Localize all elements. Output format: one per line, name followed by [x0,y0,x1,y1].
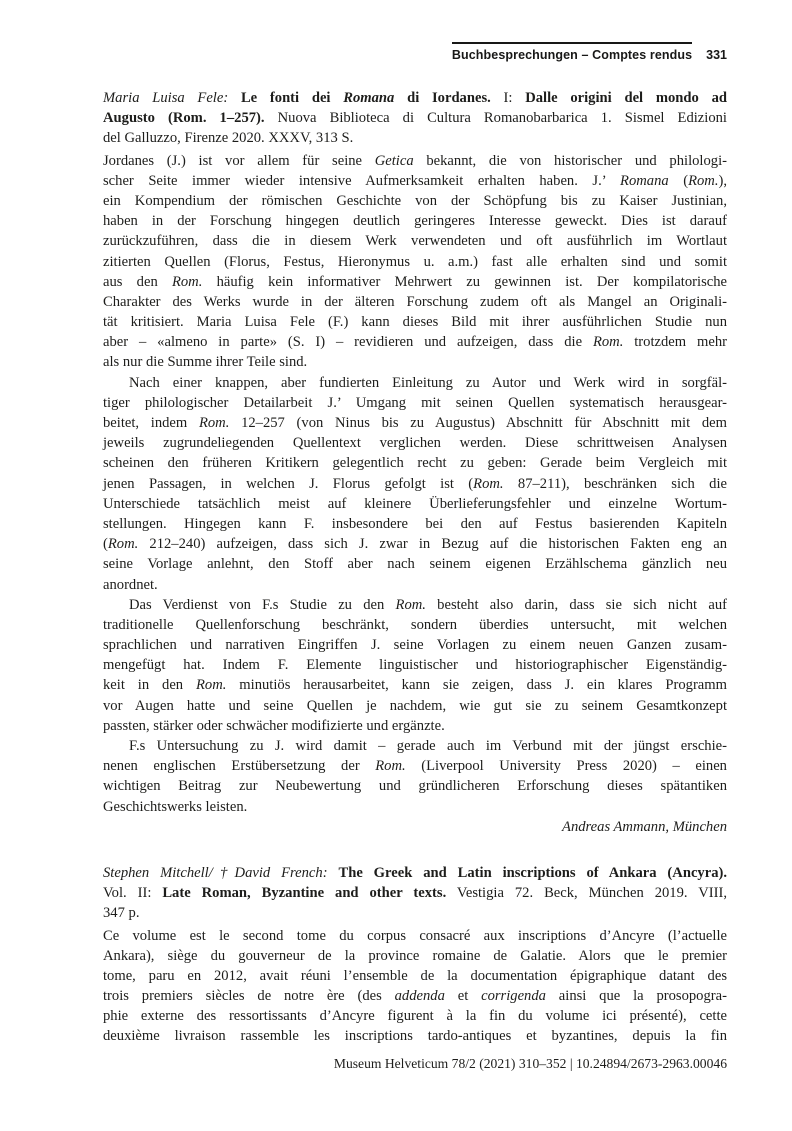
text-run: anordnet. [103,576,158,593]
page-content [103,88,727,1047]
text-line [103,393,727,413]
text-line [103,128,727,148]
text-line [103,108,727,128]
text-run: trois premiers siècles de notre ère (des [103,988,395,1005]
text-run: jeweils zugrundeliegenden Quellentext verglichen werden. Diese schrittweisen Analysen [103,435,727,452]
text-line [103,1026,727,1046]
text-line [103,514,727,534]
text-run: Rom. [473,475,504,492]
text-line [103,252,727,272]
text-line [103,231,727,251]
text-line [103,433,727,453]
text-run: Jordanes (J.) ist vor allem für seine [103,152,375,169]
text-line [103,986,727,1006]
page-footer [103,1056,727,1072]
text-run: scheinen den früheren Kritikern gelegentlich recht zu geben: Gerade beim Vergleich mit [103,455,727,472]
text-run: zitierten Quellen (Florus, Festus, Hieronymus u. a.m.) fast alle erhalten sind und somit [103,253,727,270]
text-run: Rom. [395,596,426,613]
text-run: keit in den [103,677,196,694]
text-run: Charakter des Werks wurde in der älteren Forschung zudem oft als Mangel an Originali- [103,293,727,310]
text-run: trotzdem mehr [623,334,727,351]
review-heading [103,88,727,149]
text-run: Ankara), siège du gouverneur de la province romaine de Galatie. Alors que le premier [103,947,727,964]
text-run: Nuova Biblioteca di Cultura Romanobarbarica 1. Sismel Edizioni [264,110,727,127]
text-run: Rom. [171,273,203,290]
text-run: Augusto (Rom. 1–257). [103,110,265,127]
text-run: F.s Untersuchung zu J. wird damit – gerade auch im Verbund mit der jüngst erschie- [129,738,727,754]
review-body [103,926,727,1047]
text-run: Rom. [375,758,406,775]
review-heading [103,863,727,924]
text-run: ( [103,536,108,553]
text-run: Nach einer knappen, aber fundierten Einleitung zu Autor und Werk wird in sorgfäl- [129,374,727,391]
text-run: Unterschiede tatsächlich meist auf kleinere Überlieferungsfehler und einzelne Wortum- [103,495,727,512]
text-line [103,696,727,716]
text-line [103,946,727,966]
text-run: ein Kompendium der römischen Geschichte von der Schöpfung bis zu Kaiser Justinian, [103,192,727,209]
text-run: Le fonti dei [240,90,344,106]
text-run: Romana [620,172,669,189]
text-run: mengefügt hat. Indem F. Elemente linguistischer und historiographischer Eigenständig- [103,657,727,674]
text-run: The Greek and Latin inscriptions of Ankara (Ancyra). [338,864,728,881]
paragraph [103,373,727,595]
text-run: haben in der Forschung hingegen deutlich geringeres Interesse geweckt. Dies ist darauf [103,213,727,230]
text-run: Vol. II: [103,885,163,902]
text-line [103,655,727,675]
page-number: 331 [706,48,727,62]
text-line [103,534,727,554]
text-run: bekannt, die von historischer und philologi- [413,152,727,169]
text-run: scher Seite immer wieder intensive Aufmerksamkeit erhalten haben. J.’ [103,172,621,189]
text-run: tät kritisiert. Maria Luisa Fele (F.) kann dieses Bild mit ihrer ausführlichen Studie nun [103,314,727,331]
text-line [103,312,727,332]
text-run: besteht also darin, dass sie sich nicht auf [425,596,727,613]
text-line [103,332,727,352]
text-run: wichtigen Beitrag zur Neubewertung und gründlicheren Erforschung dieses spätantiken [103,778,727,795]
text-line [103,756,727,776]
text-line [103,494,727,514]
text-run: Late Roman, Byzantine and other texts. [162,885,447,902]
text-run: ainsi que la prosopogra- [545,988,727,1005]
page-header [103,42,727,62]
book-review-fele [103,88,727,837]
paragraph [103,151,727,373]
text-run: tome, paru en 2012, avait réuni l’ensemble de la documentation épigraphique datant des [103,967,727,984]
text-line [103,413,727,433]
reviewer-byline: Andreas Ammann, München [562,818,727,835]
text-run: corrigenda [481,988,546,1005]
text-run: beitet, indem [103,415,199,431]
text-run: Rom. [196,677,227,694]
text-line [103,966,727,986]
text-run: aus den [103,273,172,290]
text-run: häufig kein informativer Mehrwert zu gewinnen ist. Der kompilatorische [202,273,727,290]
text-run: jenen Passagen, in welchen J. Florus gefolgt ist ( [103,475,474,492]
text-line [103,272,727,292]
text-line [103,635,727,655]
text-run: Ce volume est le second tome du corpus consacré aux inscriptions d’Ancyre (l’actuelle [103,927,727,944]
text-run: passten, stärker oder schwächer modifizierte und ergänzte. [103,717,445,734]
text-run: Rom. [592,334,624,351]
text-line [103,595,727,615]
text-run: Rom. [107,536,139,553]
text-line [103,615,727,635]
text-run: vor Augen hatte und seine Quellen je nachdem, wie gut sie zu seinem Gesamtkonzept [103,697,727,714]
text-line [103,736,727,756]
paragraph [103,863,727,924]
text-run: aber – «almeno in parte» (S. I) – revidieren und aufzeigen, dass die [103,334,593,351]
text-run: Maria Luisa Fele: [103,90,241,106]
text-run: tiger philologischer Detailarbeit J.’ Umgang mit seinen Quellen systematisch herausgear- [103,394,727,411]
running-title: Buchbesprechungen – Comptes rendus [452,42,692,62]
text-run: (Liverpool University Press 2020) – einen [405,758,727,775]
text-run: traditionelle Quellenforschung beschränkt, sondern überdies untersucht, mit welchen [103,616,727,633]
text-run: Rom. [198,415,230,431]
paragraph [103,736,727,817]
text-run: Rom. [688,172,719,189]
text-run: di Iordanes. [394,90,491,106]
text-run: stellungen. Hingegen kann F. insbesondere bei den auf Festus basierenden Kapiteln [103,515,727,532]
review-body [103,151,727,817]
text-run: seine Vorlage anlehnt, den Stoff aber nach seinem eigenen Erzählschema gänzlich neu [103,556,727,573]
text-line [103,88,727,108]
text-line [103,453,727,473]
text-run: Romana [343,90,395,106]
text-run: 87–211), beschränken sich die [503,475,727,492]
text-line [103,776,727,796]
text-run: Getica [374,152,414,169]
text-line [103,474,727,494]
text-line [103,292,727,312]
paragraph [103,926,727,1047]
text-run: ( [668,172,689,189]
text-run: Dalle origini del mondo ad [525,90,727,106]
text-run: et [444,988,482,1005]
text-run: 12–257 (von Ninus bis zu Augustus) Abschnitt für Abschnitt mit dem [229,415,727,431]
text-line [103,863,727,883]
text-line [103,797,727,817]
text-line [103,171,727,191]
text-line [103,191,727,211]
text-line [103,575,727,595]
text-line [103,903,727,923]
text-line [103,926,727,946]
text-run: phie externe des ressortissants d’Ancyre figurent à la fin du volume ici présenté), cette [103,1008,727,1025]
text-run: del Galluzzo, Firenze 2020. XXXV, 313 S. [103,130,354,147]
text-line [103,675,727,695]
text-line [103,352,727,372]
text-line [103,1006,727,1026]
text-run: als nur die Summe ihrer Teile sind. [103,354,308,371]
text-line [103,554,727,574]
text-run: Stephen Mitchell/†David French: [103,864,339,881]
text-line [103,716,727,736]
text-run: nenen englischen Erstübersetzung der [103,758,376,775]
paragraph [103,88,727,149]
text-run: zurückzuführen, dass die in diesem Werk verwendeten und oft ausführlich im Wortlaut [103,233,727,250]
text-line [103,211,727,231]
text-line [103,151,727,171]
text-run: minutiös herausarbeitet, kann sie zeigen, dass J. ein klares Programm [226,677,727,694]
book-review-mitchell-french [103,863,727,1047]
text-run: sprachlichen und narrativen Eingriffen J. seine Vorlagen zu einem neuen Ganzen zusam- [103,637,727,654]
text-run: ), [718,172,727,189]
text-line [103,883,727,903]
text-run: Geschichtswerks leisten. [103,798,248,815]
text-run: 347 p. [103,905,140,922]
text-run: Vestigia 72. Beck, München 2019. VIII, [446,885,727,902]
journal-citation-line: Museum Helveticum 78/2 (2021) 310–352 | 10.24894/2673-2963.00046 [333,1056,727,1071]
text-run: Das Verdienst von F.s Studie zu den [129,596,396,613]
text-run: deuxième livraison rassemble les inscriptions tardo-antiques et byzantines, depuis la fin [103,1028,727,1045]
text-run: addenda [394,988,445,1005]
paragraph [103,595,727,736]
text-run: 212–240) aufzeigen, dass sich J. zwar in Bezug auf die historischen Fakten eng an [138,536,727,553]
text-run: I: [490,90,526,106]
text-line [103,373,727,393]
